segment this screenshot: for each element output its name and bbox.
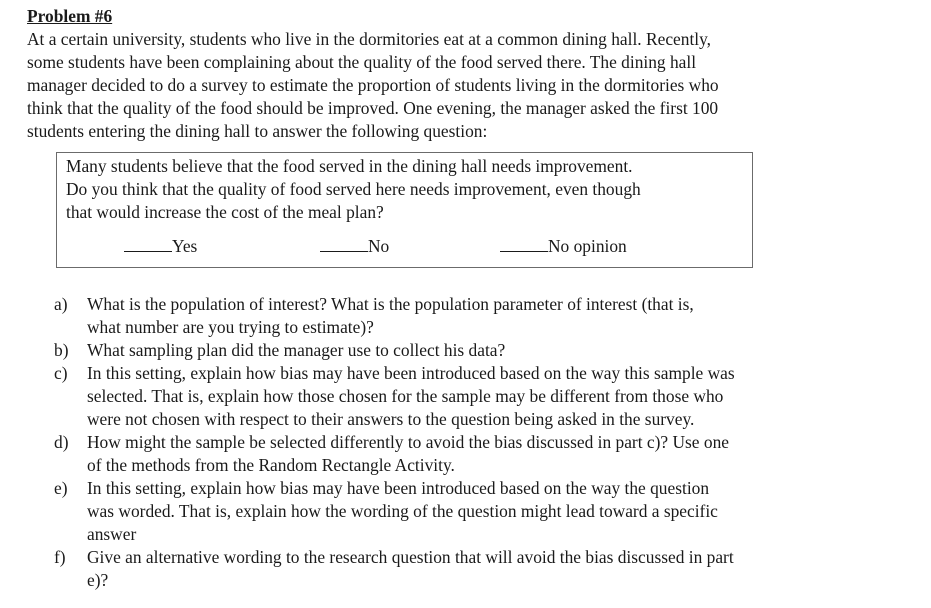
- intro-line: manager decided to do a survey to estimate the proportion of students living in the dormitories who: [27, 75, 719, 95]
- answer-blank: [320, 236, 368, 252]
- question-item-b: [54, 339, 844, 362]
- intro-line: At a certain university, students who live in the dormitories eat at a common dining hall. Recently,: [27, 29, 712, 49]
- question-item-e: [54, 477, 844, 546]
- question-letter: b): [54, 340, 69, 360]
- question-line: How might the sample be selected differently to avoid the bias discussed in part c)? Use one: [87, 432, 729, 452]
- question-line: of the methods from the Random Rectangle Activity.: [87, 455, 455, 475]
- question-letter: e): [54, 478, 68, 498]
- question-letter: c): [54, 363, 68, 383]
- answer-blank: [500, 236, 548, 252]
- question-line: Give an alternative wording to the research question that will avoid the bias discussed in part: [87, 547, 734, 567]
- question-line: were not chosen with respect to their answers to the question being asked in the survey.: [87, 409, 695, 429]
- question-line: e)?: [87, 570, 109, 590]
- problem-document: [27, 5, 922, 143]
- question-line: answer: [87, 524, 137, 544]
- problem-title: Problem #6: [27, 6, 113, 26]
- answer-blank: [124, 236, 172, 252]
- option-no-opinion: [500, 235, 627, 258]
- question-line: selected. That is, explain how those chosen for the sample may be different from those who: [87, 386, 724, 406]
- survey-question-box: [56, 152, 753, 268]
- question-letter: a): [54, 294, 68, 314]
- survey-question: [66, 155, 641, 224]
- question-line: In this setting, explain how bias may have been introduced based on the way this sample was: [87, 363, 735, 383]
- question-line: What is the population of interest? What is the population parameter of interest (that is,: [87, 294, 694, 314]
- survey-question-line: Many students believe that the food served in the dining hall needs improvement.: [66, 156, 633, 176]
- intro-line: students entering the dining hall to answer the following question:: [27, 121, 488, 141]
- survey-question-line: that would increase the cost of the meal plan?: [66, 202, 384, 222]
- question-line: what number are you trying to estimate)?: [87, 317, 374, 337]
- question-letter: f): [54, 547, 66, 567]
- question-line: What sampling plan did the manager use to collect his data?: [87, 340, 506, 360]
- question-item-f: [54, 546, 844, 592]
- option-no: [320, 235, 389, 258]
- option-label: No: [368, 236, 390, 256]
- question-item-a: [54, 293, 844, 339]
- intro-paragraph: [27, 28, 922, 143]
- question-list: [54, 293, 844, 592]
- question-line: was worded. That is, explain how the wording of the question might lead toward a specific: [87, 501, 718, 521]
- intro-line: some students have been complaining about the quality of the food served there. The dining hall: [27, 52, 697, 72]
- option-yes: [124, 235, 197, 258]
- intro-line: think that the quality of the food should be improved. One evening, the manager asked the first 100: [27, 98, 719, 118]
- survey-question-line: Do you think that the quality of food served here needs improvement, even though: [66, 179, 641, 199]
- question-item-c: [54, 362, 844, 431]
- question-line: In this setting, explain how bias may have been introduced based on the way the question: [87, 478, 710, 498]
- question-letter: d): [54, 432, 69, 452]
- question-item-d: [54, 431, 844, 477]
- option-label: No opinion: [548, 236, 627, 256]
- option-label: Yes: [172, 236, 198, 256]
